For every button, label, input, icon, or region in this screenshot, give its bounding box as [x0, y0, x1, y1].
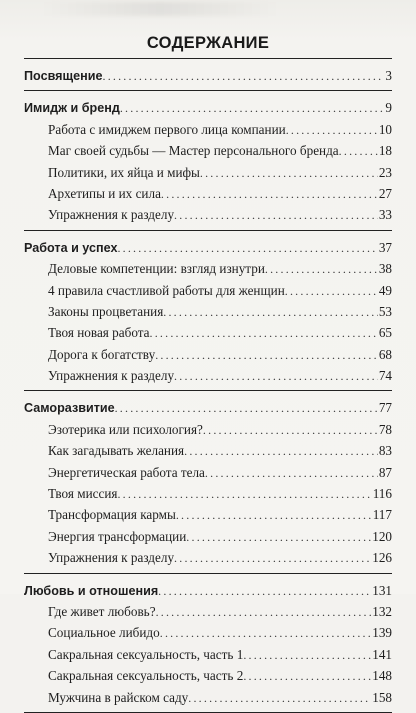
toc-entry-title: Политики, их яйца и мифы [48, 164, 200, 180]
dot-leader [103, 66, 385, 86]
toc-page-number: 116 [372, 486, 392, 502]
toc-entry [24, 322, 392, 343]
toc-entry-title: Упражнения к разделу [48, 550, 175, 566]
toc-page-number: 27 [378, 185, 392, 201]
toc-entry-title: Энергетическая работа тела [48, 464, 205, 480]
toc-entry-title: Упражнения к разделу [48, 207, 175, 223]
toc-page-number: 18 [378, 143, 392, 159]
toc-entry-title: Энергия трансформации [48, 528, 187, 544]
bleed-through-shadow [40, 2, 280, 16]
toc-entry-title: Твоя новая работа [48, 325, 150, 341]
toc-page-number: 3 [385, 68, 392, 83]
toc-page-number: 117 [372, 507, 392, 523]
dot-leader [339, 141, 378, 161]
toc-entry [24, 140, 392, 161]
toc-entry [24, 526, 392, 547]
toc-section [24, 231, 392, 392]
toc-page-number: 49 [378, 282, 392, 298]
toc-entry [24, 365, 392, 386]
toc-page-number: 10 [378, 121, 392, 137]
toc-entry [24, 665, 392, 686]
toc-entry-title: Как загадывать желания [48, 443, 185, 459]
toc-page-number: 83 [378, 443, 392, 459]
dot-leader [203, 420, 378, 440]
toc-page-number: 23 [378, 164, 392, 180]
toc-entry [24, 483, 392, 504]
toc-section-title: Саморазвитие [24, 401, 115, 416]
toc-entry [24, 119, 392, 140]
dot-leader [174, 205, 378, 225]
toc-entry-title: Работа с имиджем первого лица компании [48, 121, 286, 137]
page-title: СОДЕРЖАНИЕ [146, 34, 270, 52]
toc-page-number: 78 [378, 421, 392, 437]
toc-entry [24, 344, 392, 365]
toc-entry [24, 462, 392, 483]
dot-leader [161, 184, 378, 204]
toc-entry-title: 4 правила счастливой работы для женщин [48, 282, 285, 298]
toc-section-entry [24, 397, 392, 418]
dot-leader [186, 527, 371, 547]
toc-section-entry [24, 580, 392, 601]
toc-entry [24, 301, 392, 322]
toc-section-title: Имидж и бренд [24, 101, 120, 116]
toc-entry-title: Маг своей судьбы — Мастер персонального бренда [48, 143, 339, 159]
toc-section [24, 91, 392, 230]
toc-entry-title: Трансформация кармы [48, 507, 176, 523]
toc-entry-title: Сакральная сексуальность, часть 2 [48, 668, 244, 684]
dot-leader [205, 463, 378, 483]
toc-entry [24, 183, 392, 204]
toc-page-number: 126 [372, 550, 392, 566]
toc-page-number: 120 [372, 528, 392, 544]
toc-entry-title: Мужчина в райском саду [48, 689, 189, 705]
toc-entry [24, 258, 392, 279]
toc-section-entry [24, 65, 392, 86]
toc-entry [24, 687, 392, 708]
dot-leader [160, 623, 371, 643]
toc-entry [24, 162, 392, 183]
toc-entry-title: Твоя миссия [48, 486, 118, 502]
dot-leader [156, 602, 372, 622]
dot-leader [265, 259, 378, 279]
dot-leader [176, 505, 372, 525]
dot-leader [174, 366, 378, 386]
toc-entry [24, 601, 392, 622]
dot-leader [155, 345, 378, 365]
toc-entry [24, 504, 392, 525]
toc-page-number: 37 [378, 239, 392, 255]
toc-entry-title: Упражнения к разделу [48, 368, 175, 384]
dot-leader [285, 281, 378, 301]
toc-page-number: 132 [372, 603, 392, 619]
dot-leader [243, 645, 371, 665]
toc-entry [24, 419, 392, 440]
dot-leader [115, 398, 378, 418]
toc-entry [24, 622, 392, 643]
toc-entry [24, 204, 392, 225]
toc-entry-title: Архетипы и их сила [48, 185, 161, 201]
toc-page-number: 131 [372, 582, 392, 598]
dot-leader [188, 688, 371, 708]
toc-section-entry [24, 97, 392, 118]
toc-page-number: 53 [378, 303, 392, 319]
toc-entry-title: Где живет любовь? [48, 603, 156, 619]
dot-leader [117, 238, 377, 258]
toc-section [24, 59, 392, 91]
dot-leader [184, 441, 378, 461]
toc-page-number: 74 [378, 368, 392, 384]
toc-page-number: 139 [372, 625, 392, 641]
table-of-contents [24, 58, 392, 713]
dot-leader [163, 302, 378, 322]
toc-page-number: 141 [372, 646, 392, 662]
toc-page-number: 33 [378, 207, 392, 223]
toc-entry [24, 440, 392, 461]
dot-leader [200, 163, 378, 183]
toc-entry-title: Дорога к богатству [48, 346, 156, 362]
toc-entry-title: Законы процветания [48, 303, 164, 319]
toc-page-number: 87 [378, 464, 392, 480]
dot-leader [243, 666, 371, 686]
dot-leader [117, 484, 371, 504]
toc-page-number: 9 [385, 100, 392, 116]
toc-section-title: Любовь и отношения [24, 583, 159, 598]
toc-page-number: 148 [372, 668, 392, 684]
toc-entry-title: Эзотерика или психология? [48, 421, 203, 437]
dot-leader [150, 323, 378, 343]
dot-leader [174, 548, 371, 568]
toc-section-title: Работа и успех [24, 240, 118, 255]
toc-entry-title: Деловые компетенции: взгляд изнутри [48, 261, 265, 277]
dot-leader [286, 120, 378, 140]
toc-section [24, 391, 392, 573]
toc-entry [24, 547, 392, 568]
dot-leader [158, 581, 371, 601]
toc-page-number: 38 [378, 261, 392, 277]
toc-entry [24, 644, 392, 665]
toc-entry-title: Сакральная сексуальность, часть 1 [48, 646, 244, 662]
toc-section-title: Посвящение [24, 69, 103, 83]
toc-entry-title: Социальное либидо [48, 625, 160, 641]
toc-entry [24, 280, 392, 301]
toc-page-number: 65 [378, 325, 392, 341]
toc-section [24, 574, 392, 713]
dot-leader [120, 98, 385, 118]
toc-page-number: 68 [378, 346, 392, 362]
toc-page-number: 77 [378, 400, 392, 416]
toc-section-entry [24, 237, 392, 258]
toc-page-number: 158 [372, 689, 392, 705]
